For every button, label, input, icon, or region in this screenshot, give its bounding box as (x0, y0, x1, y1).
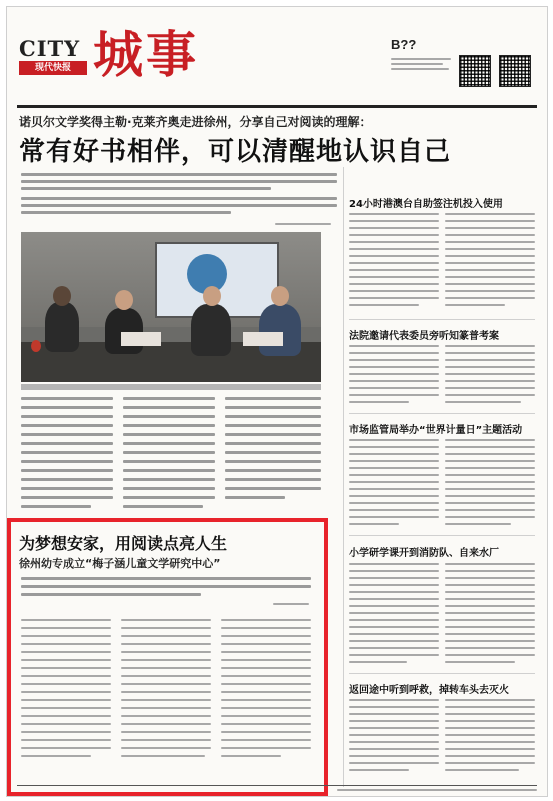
column-divider (343, 167, 344, 787)
masthead-brand-tag: 现代快报 (19, 61, 87, 75)
brief-headline: 返回途中听到呼救，掉转车头去灭火 (349, 685, 509, 696)
footer-rule (17, 785, 537, 786)
lead-headline: 常有好书相伴，可以清醒地认识自己 (19, 137, 452, 167)
page-number: B?? (391, 37, 417, 52)
brief-headline: 24小时港澳台自助签注机投入使用 (349, 199, 503, 210)
brief-headline: 市场监管局举办“世界计量日”主题活动 (349, 425, 523, 436)
lead-photo (21, 232, 321, 382)
brief-separator (349, 319, 535, 320)
feature-headline: 为梦想安家，用阅读点亮人生 (19, 534, 228, 553)
section-title: 城事 (93, 25, 199, 84)
issue-details-block (391, 55, 457, 70)
brief-headline: 小学研学课开到消防队、自来水厂 (349, 548, 499, 559)
qr-code-icon (459, 55, 491, 87)
feature-subhead: 徐州幼专成立“梅子涵儿童文学研究中心” (19, 557, 221, 570)
brief-separator (349, 673, 535, 674)
newspaper-page (6, 6, 548, 797)
photo-caption (21, 384, 321, 390)
masthead-brand-latin: CITY (19, 36, 81, 61)
brief-headline: 法院邀请代表委员旁听知篆普考案 (349, 331, 499, 342)
lead-kicker: 诺贝尔文学奖得主勒·克莱齐奥走进徐州，分享自己对阅读的理解： (19, 115, 372, 129)
brief-separator (349, 535, 535, 536)
masthead-rule (17, 105, 537, 108)
qr-code-icon (499, 55, 531, 87)
brief-separator (349, 413, 535, 414)
